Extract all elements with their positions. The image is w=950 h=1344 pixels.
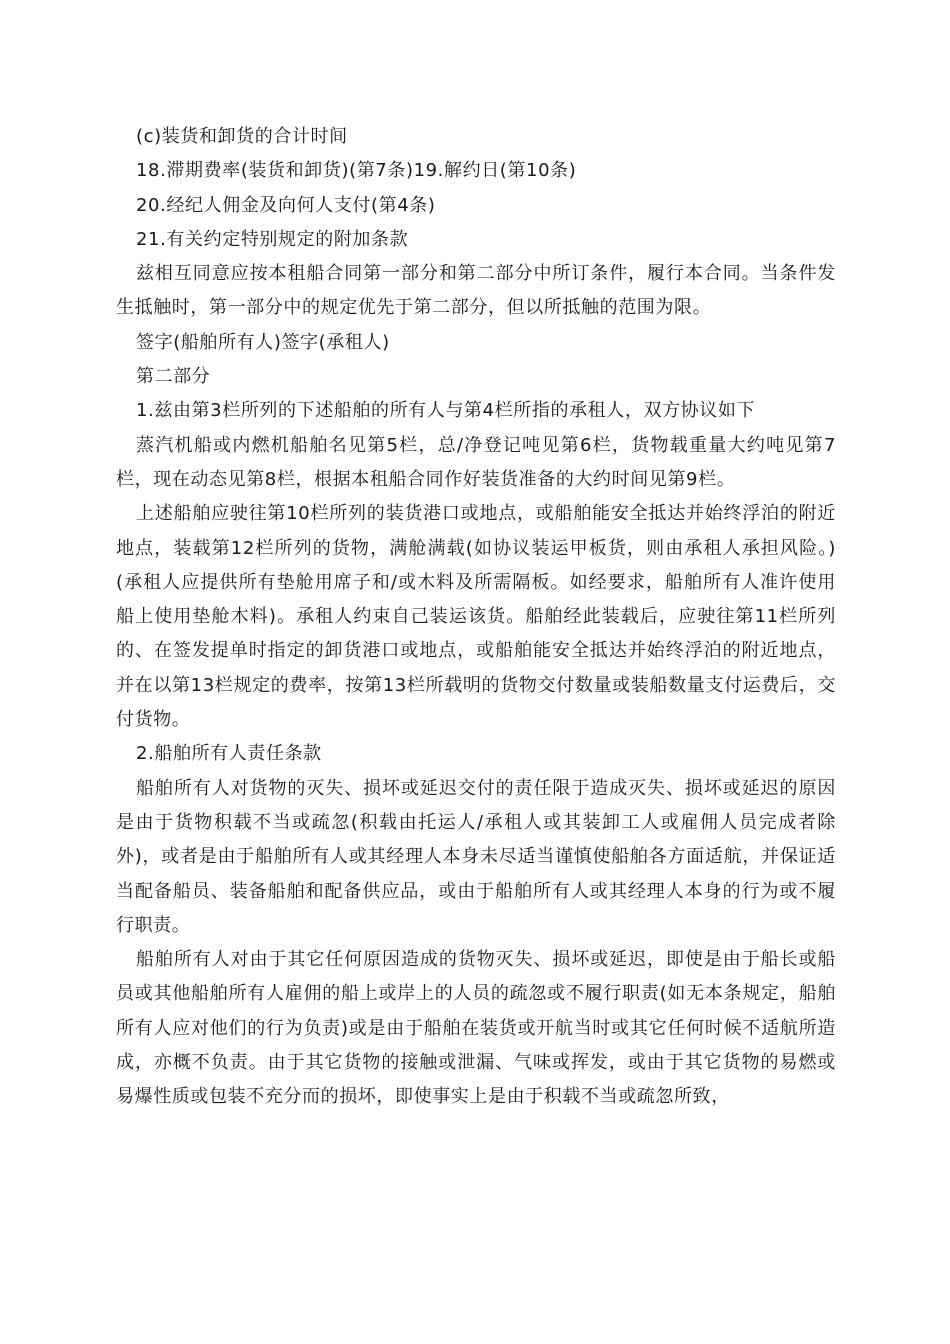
clause-1-heading: 1.兹由第3栏所列的下述船舶的所有人与第4栏所指的承租人，双方协议如下	[136, 400, 756, 422]
section-heading-part-two: 第二部分	[136, 366, 211, 388]
paragraph-voyage-terms: 上述船舶应驶往第10栏所列的装货港口或地点，或船舶能安全抵达并始终浮泊的附近地点，装载第12栏所列的货物，满舱满载(如协议装运甲板货，则由承租人承担风险。)(承租人应提供所有垫舱用席子和/或木料及所需隔板。如经要求，船舶所有人准许使用船上使用垫舱木料)。承租人约束自己装运该货。船舶经此装载后，应驶往第11栏所列的、在签发提单时指定的卸货港口或地点，或船舶能安全抵达并始终浮泊的附近地点，并在以第13栏规定的费率，按第13栏所载明的货物交付数量或装船数量支付运费后，交付货物。	[116, 503, 836, 731]
paragraph-signatures: 签字(船舶所有人)签字(承租人)	[136, 331, 390, 353]
paragraph-loading-discharging-time: (c)装货和卸货的合计时间	[136, 126, 348, 147]
paragraph-agreement: 兹相互同意应按本租船合同第一部分和第二部分中所订条件，履行本合同。当条件发生抵触时，第一部分中的规定优先于第二部分，但以所抵触的范围为限。	[116, 263, 836, 319]
paragraph-brokerage: 20.经纪人佣金及向何人支付(第4条)	[136, 194, 436, 216]
clause-2-heading: 2.船舶所有人责任条款	[136, 743, 322, 765]
paragraph-vessel-description: 蒸汽机船或内燃机船舶名见第5栏，总/净登记吨见第6栏，货物载重量大约吨见第7栏，现在动态见第8栏，根据本租船合同作好装货准备的大约时间见第9栏。	[116, 434, 836, 490]
document-body	[116, 120, 836, 1115]
paragraph-demurrage-cancelling: 18.滞期费率(装货和卸货)(第7条)19.解约日(第10条)	[136, 160, 577, 182]
paragraph-owners-liability: 船舶所有人对货物的灭失、损坏或延迟交付的责任限于造成灭失、损坏或延迟的原因是由于货物积载不当或疏忽(积载由托运人/承租人或其装卸工人或雇佣人员完成者除外)，或者是由于船舶所有人或其经理人本身未尽适当谨慎使船舶各方面适航，并保证适当配备船员、装备船舶和配备供应品，或由于船舶所有人或其经理人本身的行为或不履行职责。	[116, 777, 836, 936]
paragraph-additional-clauses: 21.有关约定特别规定的附加条款	[136, 228, 409, 250]
paragraph-owners-exemptions: 船舶所有人对由于其它任何原因造成的货物灭失、损坏或延迟，即使是由于船长或船员或其他船舶所有人雇佣的船上或岸上的人员的疏忽或不履行职责(如无本条规定，船舶所有人应对他们的行为负责)或是由于船舶在装货或开航当时或其它任何时候不适航所造成，亦概不负责。由于其它货物的接触或泄漏、气味或挥发，或由于其它货物的易燃或易爆性质或包装不充分而的损坏，即使事实上是由于积载不当或疏忽所致，	[116, 949, 836, 1108]
